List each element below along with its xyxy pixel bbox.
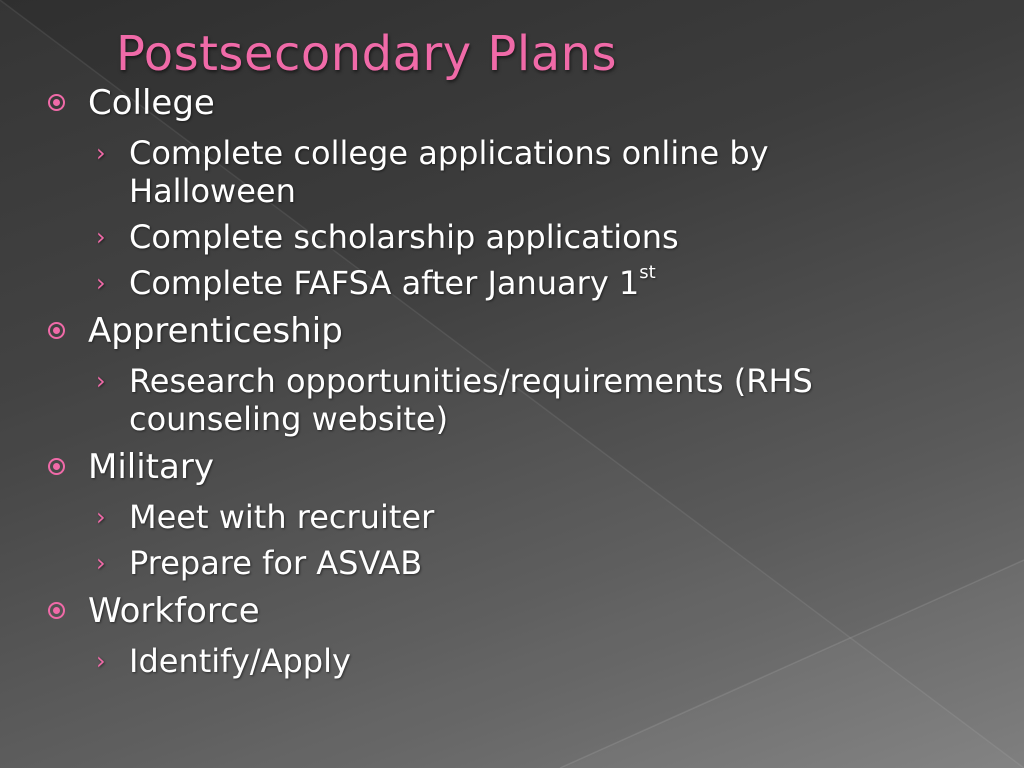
slide-title: Postsecondary Plans — [116, 26, 618, 82]
section-heading-label: Apprenticeship — [88, 311, 343, 351]
list-item-label: Prepare for ASVAB — [129, 544, 423, 582]
chevron-right-icon: › — [96, 139, 106, 167]
section-heading-college — [44, 80, 944, 126]
section-heading-label: Military — [88, 447, 214, 487]
list-item — [44, 134, 944, 210]
circle-dot-bullet-icon — [48, 602, 65, 619]
list-item-label: Complete FAFSA after January 1 — [129, 264, 640, 302]
list-item — [44, 362, 944, 438]
list-item-label: Research opportunities/requirements (RHS counseling website) — [129, 362, 813, 438]
section-heading-label: Workforce — [88, 591, 260, 631]
chevron-right-icon: › — [96, 367, 106, 395]
list-item — [44, 544, 944, 582]
list-item-label: Complete college applications online by Halloween — [129, 134, 769, 210]
chevron-right-icon: › — [96, 223, 106, 251]
chevron-right-icon: › — [96, 503, 106, 531]
section-heading-workforce — [44, 588, 944, 634]
list-item-label: Meet with recruiter — [129, 498, 435, 536]
circle-dot-bullet-icon — [48, 322, 65, 339]
section-heading-military — [44, 444, 944, 490]
chevron-right-icon: › — [96, 549, 106, 577]
list-item — [44, 498, 944, 536]
circle-dot-bullet-icon — [48, 458, 65, 475]
section-heading-apprenticeship — [44, 308, 944, 354]
chevron-right-icon: › — [96, 269, 106, 297]
circle-dot-bullet-icon — [48, 94, 65, 111]
list-item — [44, 218, 944, 256]
bullet-list — [44, 80, 944, 680]
list-item — [44, 264, 944, 302]
ordinal-superscript: st — [639, 262, 656, 284]
list-item — [44, 642, 944, 680]
section-heading-label: College — [88, 83, 215, 123]
list-item-label: Complete scholarship applications — [129, 218, 679, 256]
list-item-label: Identify/Apply — [129, 642, 351, 680]
chevron-right-icon: › — [96, 647, 106, 675]
